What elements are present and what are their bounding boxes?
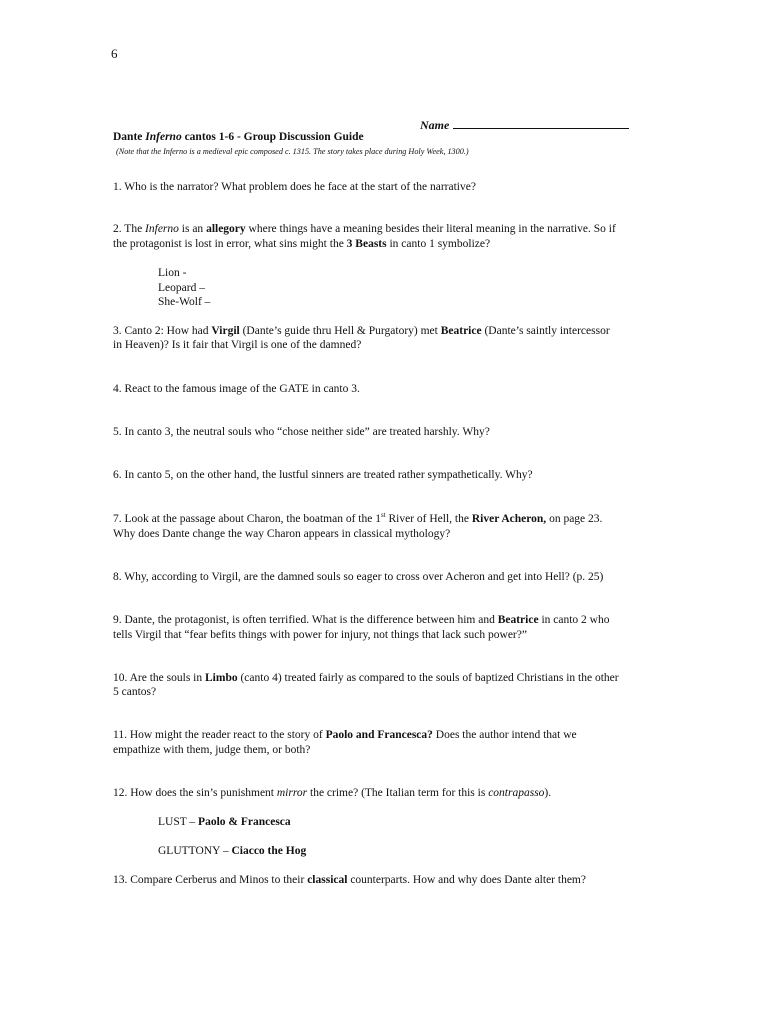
question-13: 13. Compare Cerberus and Minos to their classical counterparts. How and why does Dante alter them? [113, 874, 586, 886]
question-10-line-2: 5 cantos? [113, 686, 157, 698]
name-label: Name [420, 118, 450, 132]
question-7-line-1: 7. Look at the passage about Charon, the boatman of the 1st River of Hell, the River Acheron, on page 23. [113, 511, 603, 525]
question-9-line-2: tells Virgil that “fear befits things with power for injury, not things that lack such power?” [113, 629, 527, 641]
question-10-line-1: 10. Are the souls in Limbo (canto 4) treated fairly as compared to the souls of baptized Christians in the other [113, 672, 619, 684]
question-8: 8. Why, according to Virgil, are the damned souls so eager to cross over Acheron and get into Hell? (p. 25) [113, 571, 604, 583]
question-5: 5. In canto 3, the neutral souls who “chose neither side” are treated harshly. Why? [113, 426, 490, 438]
question-2-line-2: the protagonist is lost in error, what sins might the 3 Beasts in canto 1 symbolize? [113, 238, 491, 250]
beast-she-wolf: She-Wolf – [158, 296, 211, 308]
question-9-line-1: 9. Dante, the protagonist, is often terrified. What is the difference between him and Beatrice in canto 2 who [113, 614, 610, 626]
page-number: 6 [111, 46, 118, 61]
name-blank-line [453, 117, 629, 129]
question-11-line-2: empathize with them, judge them, or both? [113, 744, 311, 756]
question-12: 12. How does the sin’s punishment mirror the crime? (The Italian term for this is contrapasso). [113, 787, 552, 799]
name-field [420, 117, 629, 133]
sin-lust: LUST – Paolo & Francesca [158, 816, 291, 828]
document-note: (Note that the Inferno is a medieval epic composed c. 1315. The story takes place during Holy Week, 1300.) [116, 147, 469, 156]
question-3-line-2: in Heaven)? Is it fair that Virgil is one of the damned? [113, 339, 362, 351]
question-4: 4. React to the famous image of the GATE in canto 3. [113, 383, 360, 395]
document-title: Dante Inferno cantos 1-6 - Group Discussion Guide [113, 131, 364, 143]
beast-lion: Lion - [158, 267, 187, 279]
question-11-line-1: 11. How might the reader react to the story of Paolo and Francesca? Does the author intend that we [113, 729, 577, 741]
question-7-line-2: Why does Dante change the way Charon appears in classical mythology? [113, 528, 451, 540]
question-1: 1. Who is the narrator? What problem does he face at the start of the narrative? [113, 181, 476, 193]
question-2-line-1: 2. The Inferno is an allegory where things have a meaning besides their literal meaning in the narrative. So if [113, 223, 616, 235]
question-3-line-1: 3. Canto 2: How had Virgil (Dante’s guide thru Hell & Purgatory) met Beatrice (Dante’s saintly intercessor [113, 325, 610, 337]
sin-gluttony: GLUTTONY – Ciacco the Hog [158, 845, 307, 857]
beast-leopard: Leopard – [158, 282, 205, 294]
question-6: 6. In canto 5, on the other hand, the lustful sinners are treated rather sympathetically. Why? [113, 469, 533, 481]
